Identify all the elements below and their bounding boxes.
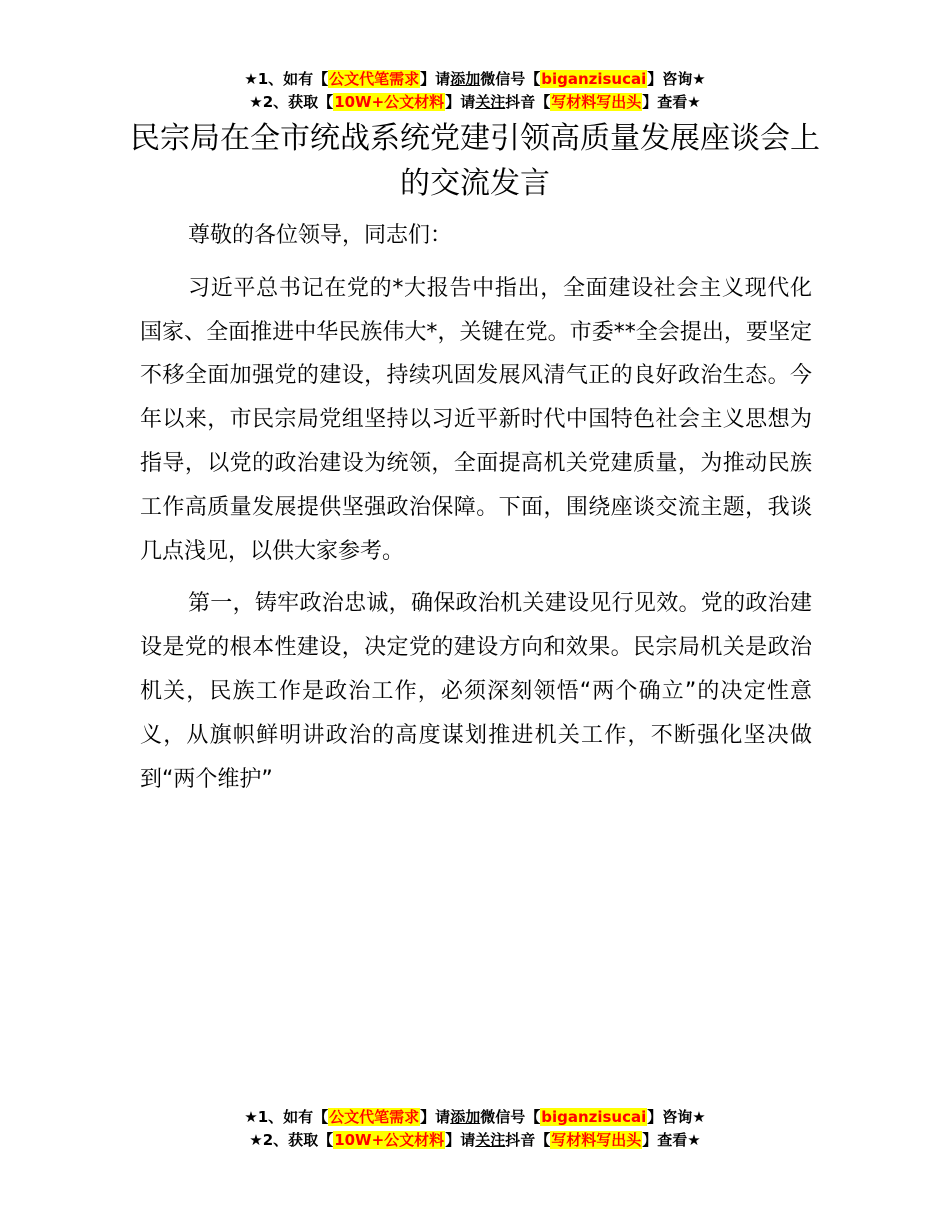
banner-text: 】请 <box>420 70 451 88</box>
banner-line-1 <box>0 1106 950 1129</box>
banner-text: 】请 <box>445 93 476 111</box>
banner-highlight: 写材料写出头 <box>551 1131 642 1149</box>
banner-text: 】请 <box>420 1108 451 1126</box>
banner-line-1 <box>0 68 950 91</box>
banner-highlight: 10W+公文材料 <box>334 1131 445 1149</box>
banner-text: 】查看★ <box>642 93 701 111</box>
banner-text: 抖音【 <box>505 1131 551 1149</box>
banner-underlined-text: 关注 <box>475 93 506 111</box>
banner-line-2 <box>0 1129 950 1152</box>
banner-text: ★2、获取【 <box>249 1131 334 1149</box>
banner-text: 】咨询★ <box>647 70 706 88</box>
banner-text: 微信号【 <box>480 70 541 88</box>
salutation-paragraph: 尊敬的各位领导，同志们： <box>188 223 453 248</box>
banner-text: 】请 <box>445 1131 476 1149</box>
banner-highlight: 公文代笔需求 <box>329 70 420 88</box>
banner-highlight: biganzisucai <box>541 1108 647 1126</box>
document-title: 民宗局在全市统战系统党建引领高质量发展座谈会上的交流发言 <box>130 121 820 201</box>
banner-underlined-text: 添加 <box>450 70 481 88</box>
banner-text: 微信号【 <box>480 1108 541 1126</box>
banner-line-2 <box>0 91 950 114</box>
banner-text: 】查看★ <box>642 1131 701 1149</box>
banner-text: ★2、获取【 <box>249 93 334 111</box>
document-body <box>140 214 812 810</box>
banner-text: ★1、如有【 <box>244 70 329 88</box>
bottom-banner <box>0 1106 950 1152</box>
banner-highlight: biganzisucai <box>541 70 647 88</box>
top-banner <box>0 68 950 114</box>
banner-text: 抖音【 <box>505 93 551 111</box>
body-paragraph: 第一，铸牢政治忠诚，确保政治机关建设见行见效。党的政治建设是党的根本性建设，决定党的建设方向和效果。民宗局机关是政治机关，民族工作是政治工作，必须深刻领悟“两个确立”的决定性意义，从旗帜鲜明讲政治的高度谋划推进机关工作，不断强化坚决做到“两个维护” <box>140 591 812 792</box>
body-paragraph: 习近平总书记在党的*大报告中指出，全面建设社会主义现代化国家、全面推进中华民族伟大*，关键在党。市委**全会提出，要坚定不移全面加强党的建设，持续巩固发展风清气正的良好政治生态。今年以来，市民宗局党组坚持以习近平新时代中国特色社会主义思想为指导，以党的政治建设为统领，全面提高机关党建质量，为推动民族工作高质量发展提供坚强政治保障。下面，围绕座谈交流主题，我谈几点浅见，以供大家参考。 <box>140 275 812 564</box>
banner-highlight: 公文代笔需求 <box>329 1108 420 1126</box>
banner-underlined-text: 关注 <box>475 1131 506 1149</box>
banner-text: ★1、如有【 <box>244 1108 329 1126</box>
banner-highlight: 10W+公文材料 <box>334 93 445 111</box>
banner-highlight: 写材料写出头 <box>551 93 642 111</box>
banner-underlined-text: 添加 <box>450 1108 481 1126</box>
banner-text: 】咨询★ <box>647 1108 706 1126</box>
